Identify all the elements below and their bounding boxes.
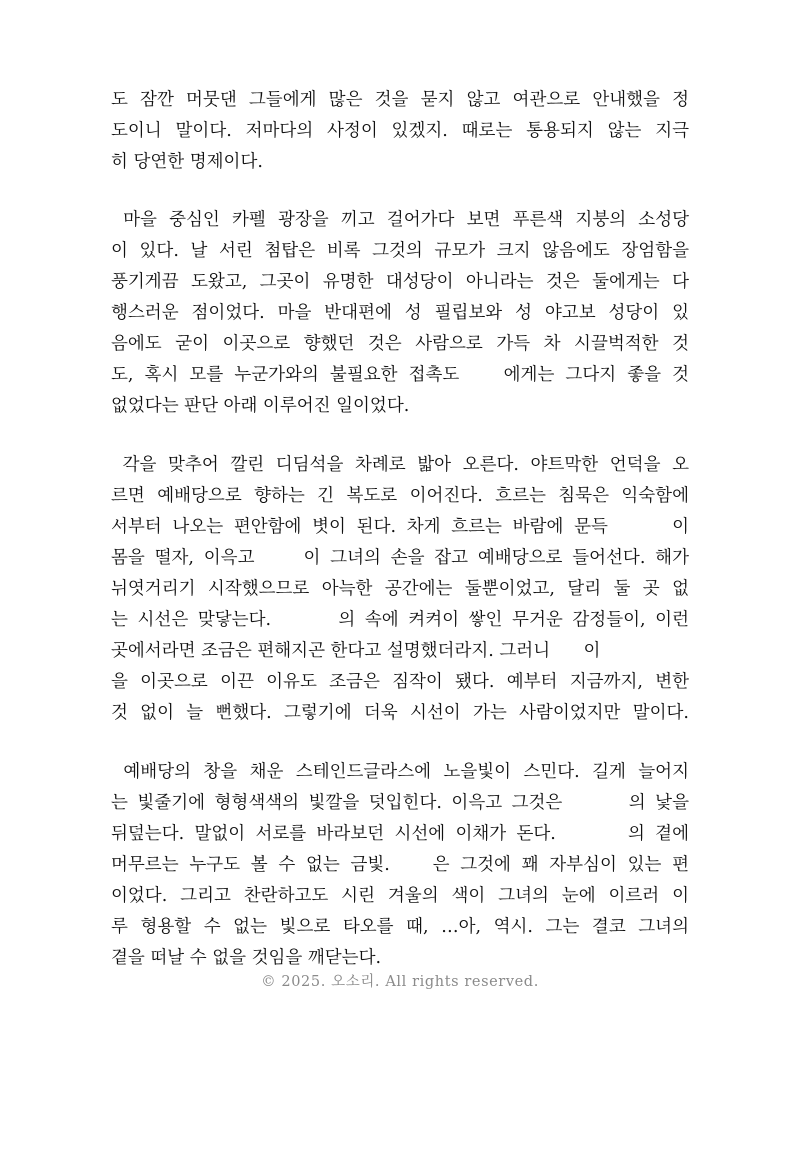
text-line: 각을 맞추어 깔린 디딤석을 차례로 밟아 오른다. 야트막한 언덕을 오 <box>111 455 689 475</box>
text-line: 머무르는 누구도 볼 수 없는 금빛. 은 그것에 꽤 자부심이 있는 편 <box>111 855 689 875</box>
text-line: 음에도 굳이 이곳으로 향했던 것은 사람으로 가득 차 시끌벅적한 것 <box>111 334 689 354</box>
text-line: 는 시선은 맞닿는다. 의 속에 켜켜이 쌓인 무거운 감정들이, 이런 <box>111 610 689 630</box>
text-line: 도 잠깐 머뭇댄 그들에게 많은 것을 묻지 않고 여관으로 안내했을 정 <box>111 90 689 110</box>
text-line: 르면 예배당으로 향하는 긴 복도로 이어진다. 흐르는 침묵은 익숙함에 <box>111 486 689 506</box>
text-line: 곳에서라면 조금은 편해지곤 한다고 설명했더라지. 그러니 이 <box>111 641 601 661</box>
text-line: 곁을 떠날 수 없을 것임을 깨닫는다. <box>111 948 382 968</box>
text-line: 서부터 나오는 편안함에 볏이 된다. 차게 흐르는 바람에 문득 이 <box>111 517 689 537</box>
text-line: 뉘엿거리기 시작했으므로 아늑한 공간에는 둘뿐이었고, 달리 둘 곳 없 <box>111 579 689 599</box>
text-line: 이 있다. 날 서린 첨탑은 비록 그것의 규모가 크지 않음에도 장엄함을 <box>111 241 689 261</box>
text-line: 풍기게끔 도왔고, 그곳이 유명한 대성당이 아니라는 것은 둘에게는 다 <box>111 272 689 292</box>
text-line: 것 없이 늘 뻔했다. 그렇기에 더욱 시선이 가는 사람이었지만 말이다. <box>111 703 689 723</box>
text-line: 히 당연한 명제이다. <box>111 152 263 172</box>
text-line: 행스러운 점이었다. 마을 반대편에 성 필립보와 성 야고보 성당이 있 <box>111 303 689 323</box>
text-line: 없었다는 판단 아래 이루어진 일이었다. <box>111 396 410 416</box>
text-line: 예배당의 창을 채운 스테인드글라스에 노을빛이 스민다. 길게 늘어지 <box>111 762 689 782</box>
text-line: 이었다. 그리고 찬란하고도 시린 겨울의 색이 그녀의 눈에 이르러 이 <box>111 886 689 906</box>
copyright-notice: © 2025. 오소리. All rights reserved. <box>261 974 539 990</box>
text-line: 을 이곳으로 이끈 이유도 조금은 짐작이 됐다. 예부터 지금까지, 변한 <box>111 672 689 692</box>
text-line: 는 빛줄기에 형형색색의 빛깔을 덧입힌다. 이윽고 그것은 의 낯을 <box>111 793 689 813</box>
text-line: 도, 혹시 모를 누군가와의 불필요한 접촉도 에게는 그다지 좋을 것 <box>111 365 689 385</box>
text-line: 뒤덮는다. 말없이 서로를 바라보던 시선에 이채가 돈다. 의 곁에 <box>111 824 689 844</box>
text-line: 몸을 떨자, 이윽고 이 그녀의 손을 잡고 예배당으로 들어선다. 해가 <box>111 548 689 568</box>
text-line: 도이니 말이다. 저마다의 사정이 있겠지. 때로는 통용되지 않는 지극 <box>111 121 689 141</box>
text-line: 루 형용할 수 없는 빛으로 타오를 때, …아, 역시. 그는 결코 그녀의 <box>111 917 689 937</box>
text-line: 마을 중심인 카펠 광장을 끼고 걸어가다 보면 푸른색 지붕의 소성당 <box>111 210 689 230</box>
